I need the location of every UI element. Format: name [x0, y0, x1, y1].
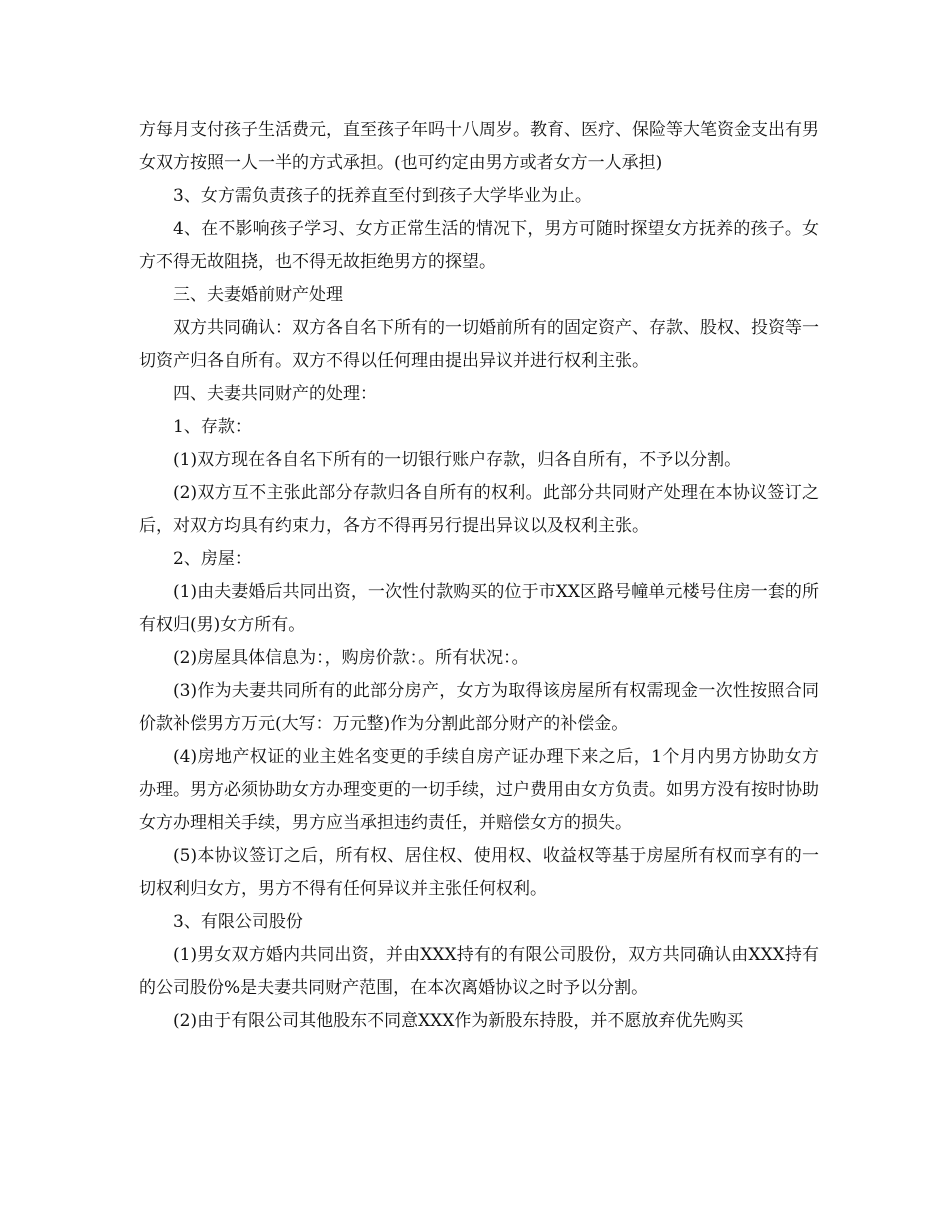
- document-paragraph: (2)由于有限公司其他股东不同意XXX作为新股东持股，并不愿放弃优先购买: [173, 1011, 744, 1031]
- document-paragraph: 1、存款：: [173, 417, 252, 437]
- document-paragraph: (2)房屋具体信息为：，购房价款：。所有状况：。: [173, 648, 529, 668]
- document-paragraph: 三、夫妻婚前财产处理: [173, 285, 343, 305]
- document-paragraph: 方每月支付孩子生活费元，直至孩子年吗十八周岁。教育、医疗、保险等大笔资金支出有男女双方按照一人一半的方式承担。(也可约定由男方或者女方一人承担): [139, 120, 819, 173]
- document-paragraph: (5)本协议签订之后，所有权、居住权、使用权、收益权等基于房屋所有权而享有的一切权利归女方，男方不得有任何异议并主张任何权利。: [139, 846, 819, 899]
- document-paragraph: (1)由夫妻婚后共同出资，一次性付款购买的位于市XX区路号幢单元楼号住房一套的所有权归(男)女方所有。: [139, 582, 819, 635]
- document-paragraph: 4、在不影响孩子学习、女方正常生活的情况下，男方可随时探望女方抚养的孩子。女方不得无故阻挠，也不得无故拒绝男方的探望。: [139, 219, 819, 272]
- document-paragraph: 四、夫妻共同财产的处理：: [173, 384, 377, 404]
- document-paragraph: 2、房屋：: [173, 549, 252, 569]
- document-paragraph: (1)双方现在各自名下所有的一切银行账户存款，归各自所有，不予以分割。: [173, 450, 742, 470]
- document-paragraph: (3)作为夫妻共同所有的此部分房产，女方为取得该房屋所有权需现金一次性按照合同价款补偿男方万元(大写：万元整)作为分割此部分财产的补偿金。: [139, 681, 819, 734]
- document-paragraph: (4)房地产权证的业主姓名变更的手续自房产证办理下来之后，1个月内男方协助女方办理。男方必须协助女方办理变更的一切手续，过户费用由女方负责。如男方没有按时协助女方办理相关手续，男方应当承担违约责任，并赔偿女方的损失。: [139, 747, 819, 833]
- document-paragraph: 双方共同确认：双方各自名下所有的一切婚前所有的固定资产、存款、股权、投资等一切资产归各自所有。双方不得以任何理由提出异议并进行权利主张。: [139, 318, 819, 371]
- document-paragraph: (1)男女双方婚内共同出资，并由XXX持有的有限公司股份，双方共同确认由XXX持有的公司股份%是夫妻共同财产范围，在本次离婚协议之时予以分割。: [139, 945, 819, 998]
- document-body: [139, 114, 819, 1038]
- document-paragraph: 3、女方需负责孩子的抚养直至付到孩子大学毕业为止。: [173, 186, 592, 206]
- document-paragraph: 3、有限公司股份: [173, 912, 303, 932]
- document-paragraph: (2)双方互不主张此部分存款归各自所有的权利。此部分共同财产处理在本协议签订之后，对双方均具有约束力，各方不得再另行提出异议以及权利主张。: [139, 483, 819, 536]
